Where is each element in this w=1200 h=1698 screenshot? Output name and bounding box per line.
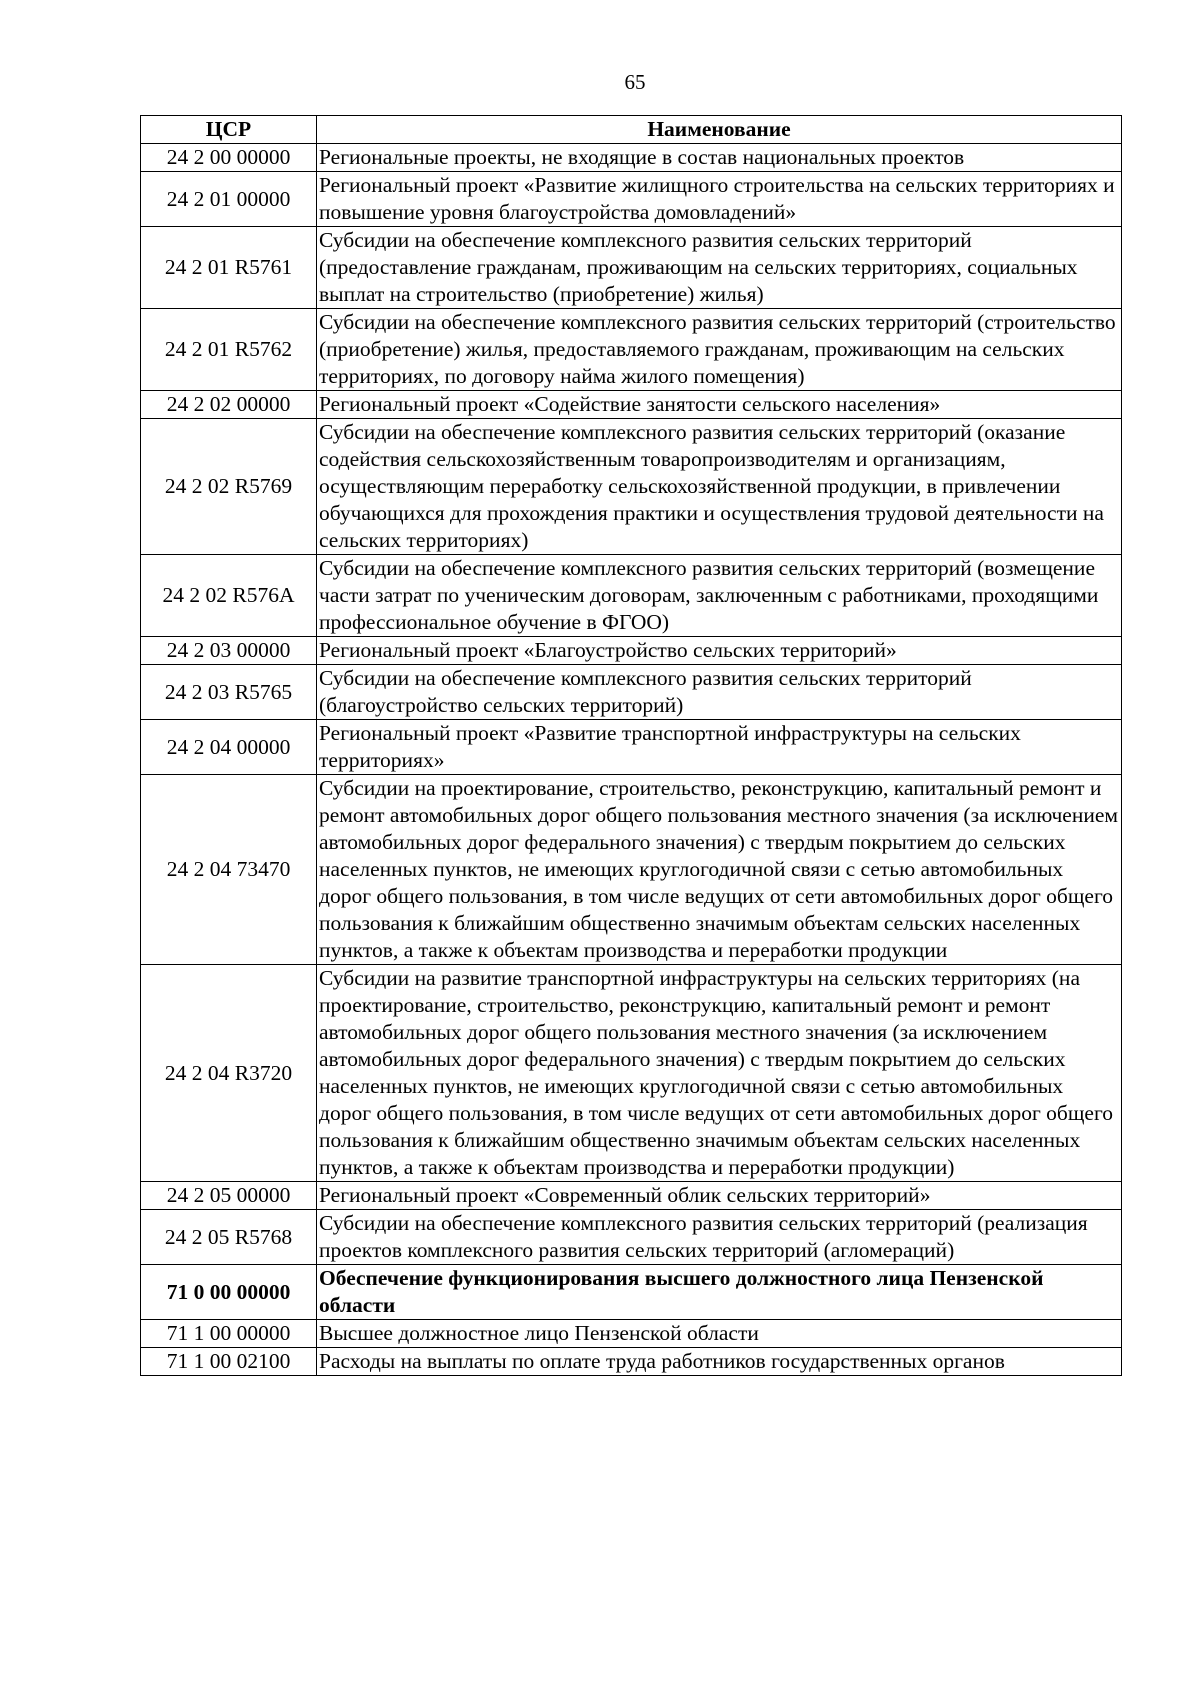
row-name-cell: Региональный проект «Содействие занятости сельского населения» (317, 391, 1122, 419)
header-code: ЦСР (141, 116, 317, 144)
row-code-cell: 71 0 00 00000 (141, 1265, 317, 1320)
table-row (141, 391, 1122, 419)
table-row (141, 1210, 1122, 1265)
table-row (141, 665, 1122, 720)
table-row (141, 227, 1122, 309)
page-number: 65 (624, 70, 646, 94)
table-row (141, 720, 1122, 775)
row-name-cell: Высшее должностное лицо Пензенской области (317, 1320, 1122, 1348)
row-code-cell: 24 2 05 R5768 (141, 1210, 317, 1265)
row-name-cell: Субсидии на обеспечение комплексного развития сельских территорий (реализация проектов комплексного развития сельских территорий (агломераций) (317, 1210, 1122, 1265)
row-name-cell: Субсидии на обеспечение комплексного развития сельских территорий (предоставление гражданам, проживающим на сельских территориях, социальных выплат на строительство (приобретение) жилья) (317, 227, 1122, 309)
table-row (141, 775, 1122, 965)
row-code-cell: 24 2 02 00000 (141, 391, 317, 419)
table-row (141, 309, 1122, 391)
row-code-cell: 24 2 01 R5762 (141, 309, 317, 391)
row-name-cell: Субсидии на обеспечение комплексного развития сельских территорий (оказание содействия сельскохозяйственным товаропроизводителям и организациям, осуществляющим переработку сельскохозяйственной продукции, в привлечении обучающихся для прохождения практики и осуществления трудовой деятельности на сельских территориях) (317, 419, 1122, 555)
table-row (141, 144, 1122, 172)
table-row (141, 1348, 1122, 1376)
row-code-cell: 24 2 02 R576A (141, 555, 317, 637)
row-name-cell: Расходы на выплаты по оплате труда работников государственных органов (317, 1348, 1122, 1376)
row-name-cell: Субсидии на проектирование, строительство, реконструкцию, капитальный ремонт и ремонт автомобильных дорог общего пользования местного значения (за исключением автомобильных дорог федерального значения) с твердым покрытием до сельских населенных пунктов, не имеющих круглогодичной связи с сетью автомобильных дорог общего пользования, в том числе ведущих от сети автомобильных дорог общего пользования к ближайшим общественно значимым объектам сельских населенных пунктов, а также к объектам производства и переработки продукции (317, 775, 1122, 965)
table-row (141, 555, 1122, 637)
row-code-cell: 24 2 03 00000 (141, 637, 317, 665)
row-name-cell: Региональный проект «Благоустройство сельских территорий» (317, 637, 1122, 665)
row-name-cell: Субсидии на обеспечение комплексного развития сельских территорий (благоустройство сельских территорий) (317, 665, 1122, 720)
header-name: Наименование (317, 116, 1122, 144)
row-code-cell: 24 2 03 R5765 (141, 665, 317, 720)
row-code-cell: 71 1 00 00000 (141, 1320, 317, 1348)
row-code-cell: 24 2 02 R5769 (141, 419, 317, 555)
row-name-cell: Региональный проект «Развитие жилищного строительства на сельских территориях и повышение уровня благоустройства домовладений» (317, 172, 1122, 227)
row-name-cell: Субсидии на развитие транспортной инфраструктуры на сельских территориях (на проектирование, строительство, реконструкцию, капитальный ремонт и ремонт автомобильных дорог общего пользования местного значения (за исключением автомобильных дорог федерального значения) с твердым покрытием до сельских населенных пунктов, не имеющих круглогодичной связи с сетью автомобильных дорог общего пользования, в том числе ведущих от сети автомобильных дорог общего пользования к ближайшим общественно значимым объектам сельских населенных пунктов, а также к объектам производства и переработки продукции) (317, 965, 1122, 1182)
row-code-cell: 24 2 04 R3720 (141, 965, 317, 1182)
table-row (141, 172, 1122, 227)
row-name-cell: Субсидии на обеспечение комплексного развития сельских территорий (строительство (приобретение) жилья, предоставляемого гражданам, проживающим на сельских территориях, по договору найма жилого помещения) (317, 309, 1122, 391)
row-code-cell: 24 2 01 00000 (141, 172, 317, 227)
row-code-cell: 24 2 04 00000 (141, 720, 317, 775)
row-code-cell: 24 2 04 73470 (141, 775, 317, 965)
row-code-cell: 24 2 05 00000 (141, 1182, 317, 1210)
table-row (141, 419, 1122, 555)
table-row (141, 1182, 1122, 1210)
row-name-cell: Региональный проект «Современный облик сельских территорий» (317, 1182, 1122, 1210)
budget-code-table (140, 115, 1122, 1376)
table-row (141, 637, 1122, 665)
table-header-row (141, 116, 1122, 144)
row-code-cell: 24 2 00 00000 (141, 144, 317, 172)
row-name-cell: Обеспечение функционирования высшего должностного лица Пензенской области (317, 1265, 1122, 1320)
row-name-cell: Региональный проект «Развитие транспортной инфраструктуры на сельских территориях» (317, 720, 1122, 775)
table-body (141, 144, 1122, 1376)
row-name-cell: Региональные проекты, не входящие в состав национальных проектов (317, 144, 1122, 172)
table-row (141, 965, 1122, 1182)
row-code-cell: 71 1 00 02100 (141, 1348, 317, 1376)
row-code-cell: 24 2 01 R5761 (141, 227, 317, 309)
table-row (141, 1265, 1122, 1320)
row-name-cell: Субсидии на обеспечение комплексного развития сельских территорий (возмещение части затрат по ученическим договорам, заключенным с работниками, проходящими профессиональное обучение в ФГОО) (317, 555, 1122, 637)
table-row (141, 1320, 1122, 1348)
